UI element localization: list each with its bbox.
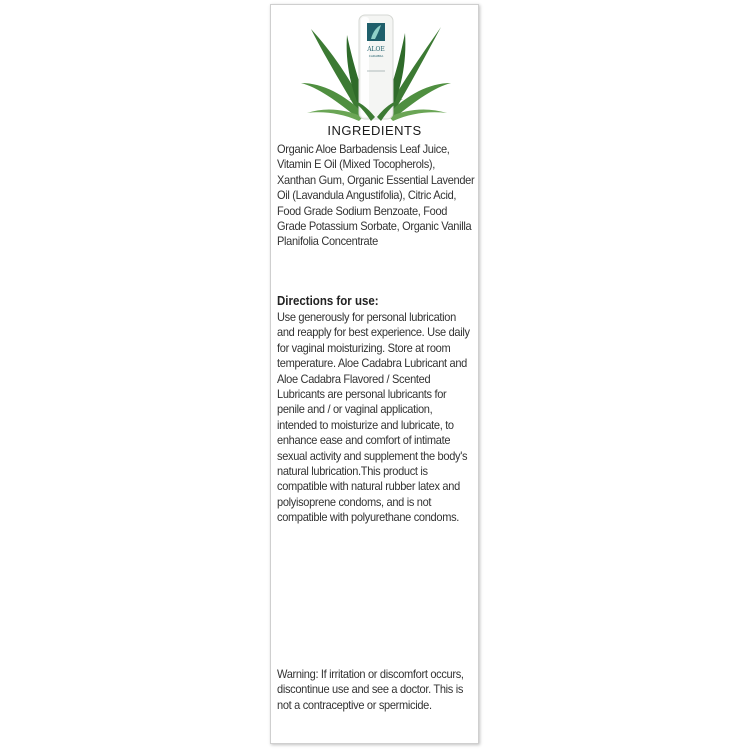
aloe-bottle-image bbox=[301, 13, 451, 123]
directions-text: Use generously for personal lubrication and reapply for best experience. Use daily for vaginal moisturizing. Store at room temperature. Aloe Cadabra Lubricant and Aloe Cadabra Flavored / Scented Lubricants are personal lubricants for penile and / or vaginal application, intended to moisturize and lubricate, to enhance ease and comfort of intimate sexual activity and supplement the body's natural lubrication.This product is compatible with natural rubber latex and polyisoprene condoms, and is not compatible with polyurethane condoms. bbox=[277, 310, 470, 525]
warning-text: Warning: If irritation or discomfort occurs, discontinue use and see a doctor. This is not a contraceptive or spermicide. bbox=[277, 667, 464, 712]
product-label-panel bbox=[270, 4, 479, 744]
ingredients-heading: INGREDIENTS bbox=[327, 123, 422, 138]
bottle-label: CADABRA bbox=[368, 54, 384, 58]
bottle-brand: ALOE bbox=[367, 46, 385, 53]
ingredients-text: Organic Aloe Barbadensis Leaf Juice, Vitamin E Oil (Mixed Tocopherols), Xanthan Gum, Organic Essential Lavender Oil (Lavandula Angustifolia), Citric Acid, Food Grade Sodium Benzoate, Food Grade Potassium Sorbate, Organic Vanilla Planifolia Concentrate bbox=[277, 142, 475, 249]
directions-title: Directions for use: bbox=[277, 294, 379, 308]
